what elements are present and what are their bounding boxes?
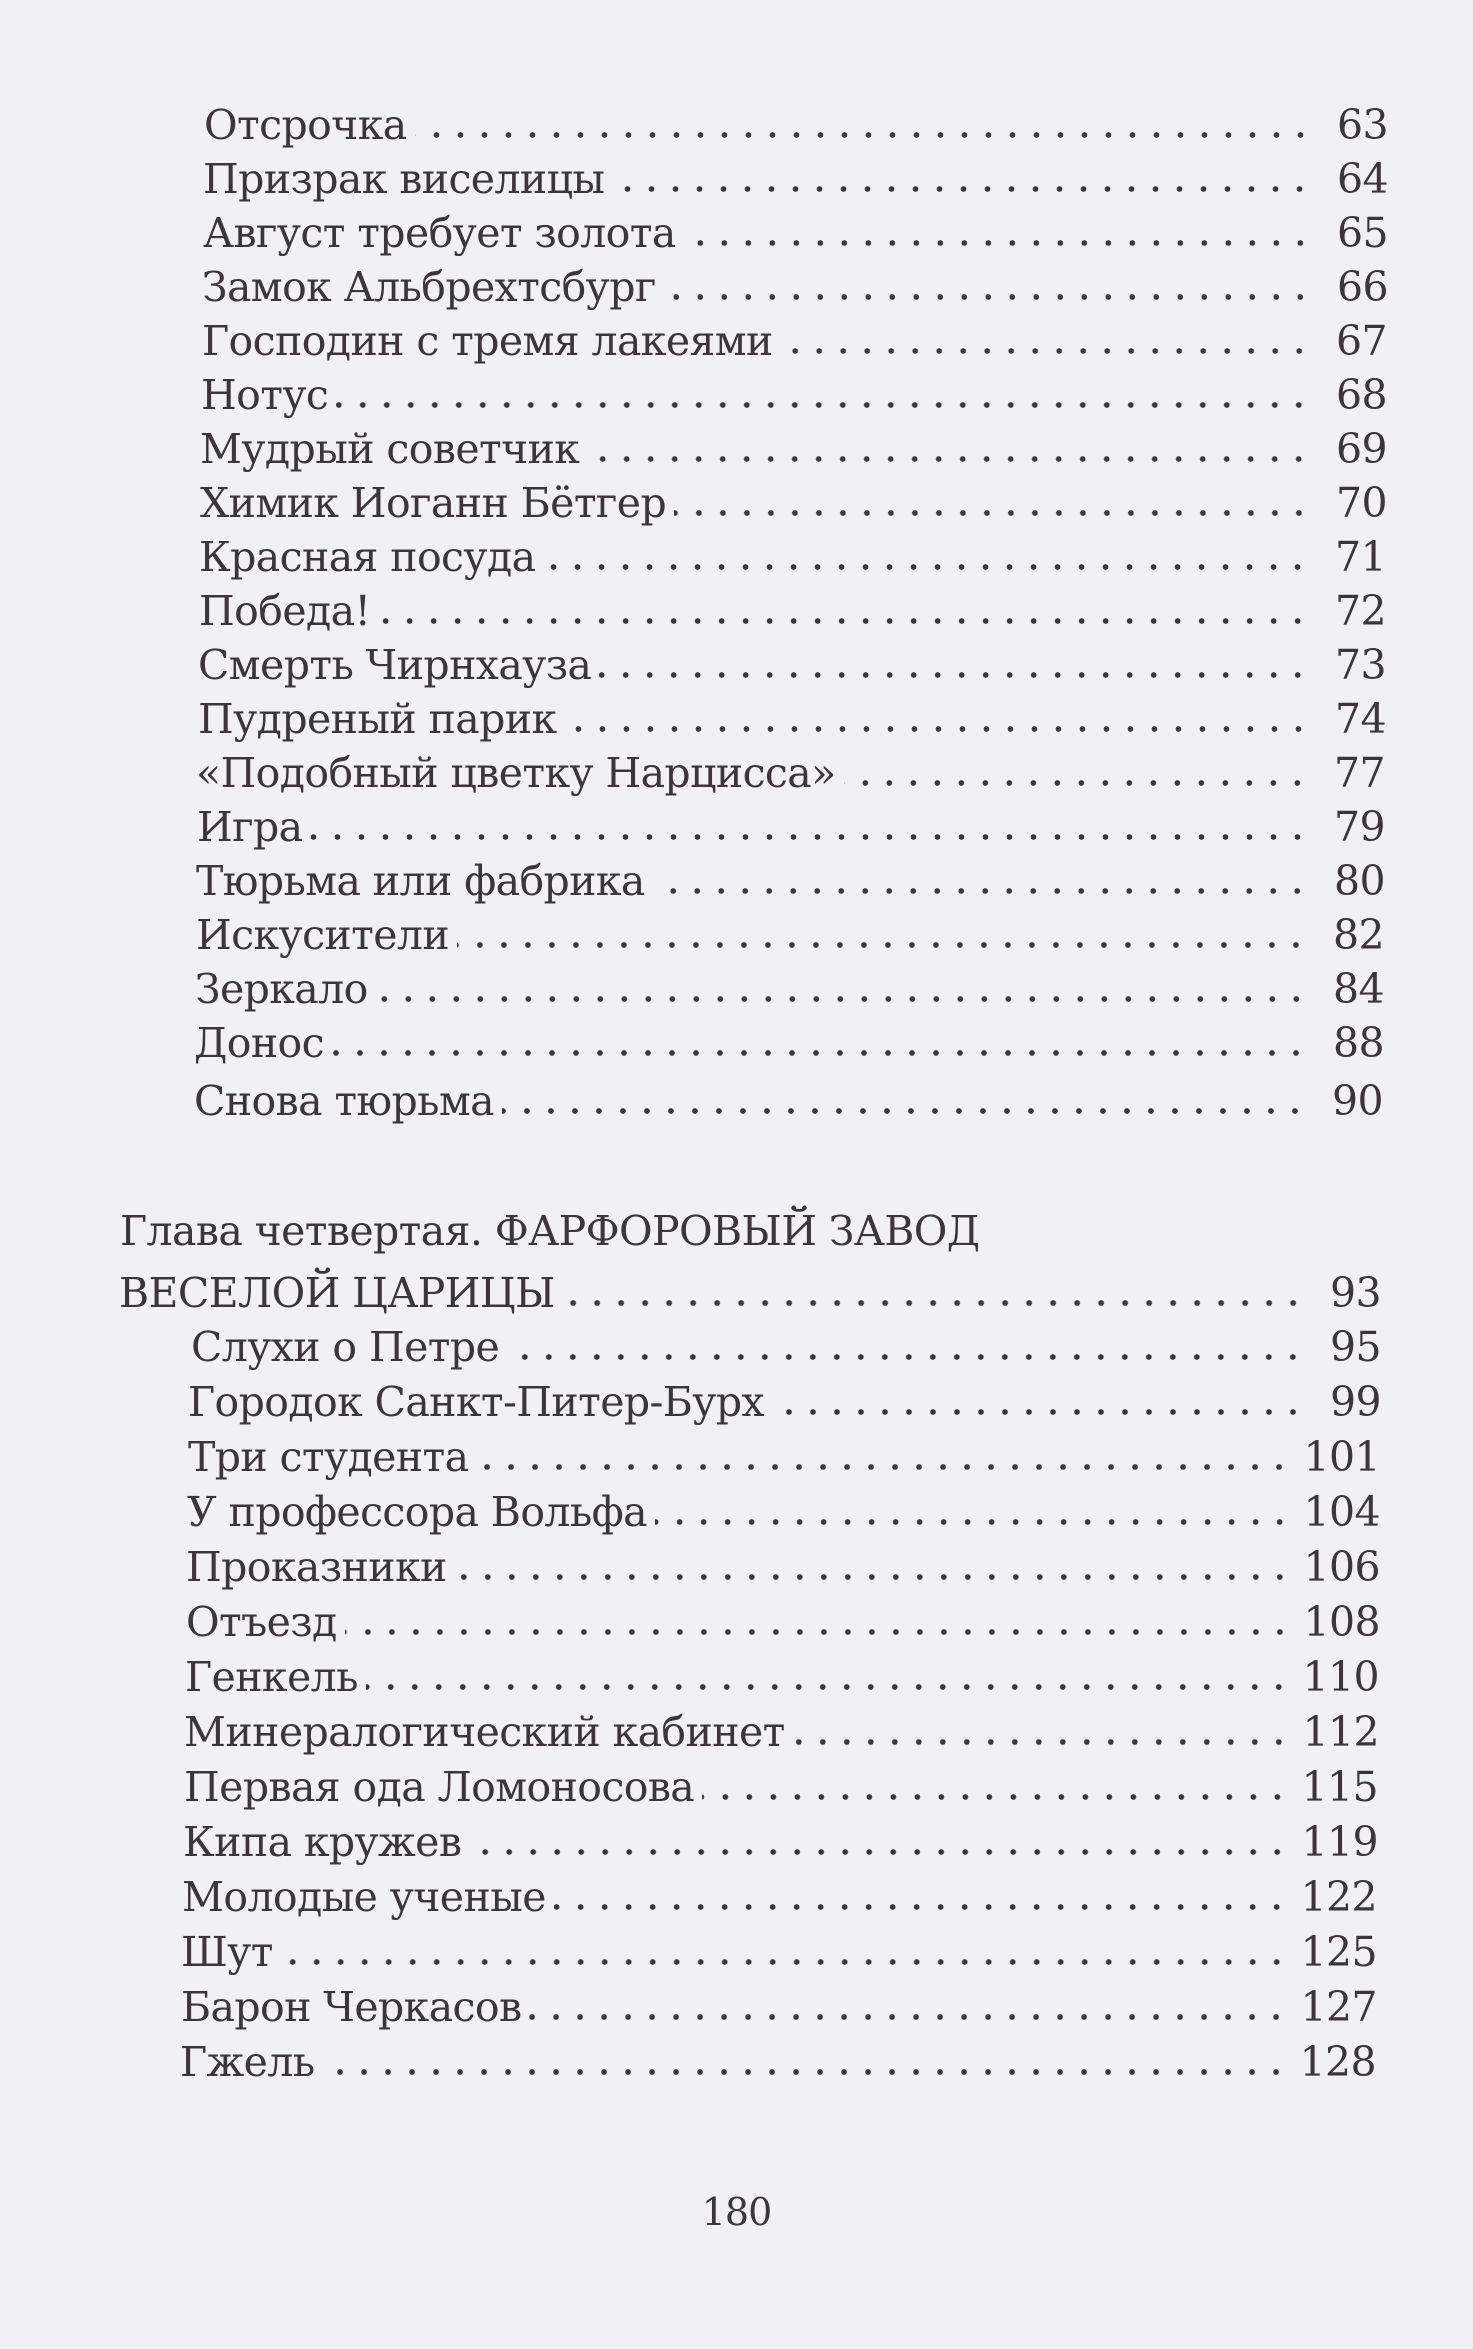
toc-entry[interactable]	[196, 738, 1385, 797]
toc-entry-title: Искусители	[196, 911, 450, 959]
toc-entry-title: Химик Иоганн Бётгер	[200, 479, 667, 527]
dot-leader	[772, 1405, 1305, 1419]
dot-leader	[345, 1625, 1292, 1639]
toc-entry-title: Шут	[181, 1928, 273, 1976]
dot-leader	[612, 182, 1312, 196]
toc-entry-page: 95	[1330, 1323, 1381, 1371]
toc-entry-title: Мудрый советчик	[200, 425, 580, 473]
toc-entry-page: 73	[1335, 641, 1386, 689]
toc-entry-title: Генкель	[185, 1653, 358, 1701]
toc-entry-title: Городок Санкт-Питер-Бурх	[188, 1378, 764, 1426]
toc-entry-page: 72	[1335, 587, 1386, 635]
toc-entry-title: Тюрьма или фабрика	[196, 857, 645, 905]
dot-leader	[323, 2065, 1288, 2079]
dot-leader	[457, 938, 1308, 952]
toc-entry[interactable]	[200, 468, 1387, 527]
toc-entry-title: Господин с тремя лакеями	[202, 317, 773, 365]
toc-entry-page: 68	[1336, 371, 1387, 419]
toc-entry-title: Слухи о Петре	[191, 1323, 500, 1371]
dot-leader	[378, 614, 1310, 628]
toc-entry-page: 64	[1337, 155, 1388, 203]
toc-entry[interactable]	[181, 1972, 1377, 2031]
toc-entry-page: 106	[1303, 1543, 1380, 1591]
chapter-page: 93	[1330, 1269, 1381, 1317]
toc-entry[interactable]	[199, 522, 1386, 581]
dot-leader	[336, 398, 1311, 412]
chapter-title-line1: Глава четвертая. ФАРФОРОВЫЙ ЗАВОД	[120, 1207, 980, 1255]
toc-entry[interactable]	[201, 360, 1387, 419]
toc-entry[interactable]	[196, 846, 1385, 905]
toc-entry-page: 77	[1334, 749, 1385, 797]
dot-leader	[844, 776, 1309, 790]
toc-entry-page: 70	[1336, 479, 1387, 527]
toc-entry[interactable]	[194, 1066, 1383, 1125]
dot-leader	[565, 722, 1310, 736]
dot-leader	[653, 884, 1309, 898]
toc-entry-title: Снова тюрьма	[194, 1077, 495, 1125]
toc-entry-page: 122	[1300, 1873, 1377, 1921]
toc-entry-page: 67	[1336, 317, 1387, 365]
toc-entry[interactable]	[199, 576, 1386, 635]
dot-leader	[702, 1790, 1289, 1804]
toc-entry-title: Победа!	[199, 587, 371, 635]
dot-leader	[674, 506, 1311, 520]
toc-entry[interactable]	[183, 1807, 1378, 1866]
toc-entry-title: Кипа кружев	[183, 1818, 462, 1866]
toc-entry-title: Пудреный парик	[198, 695, 557, 743]
toc-entry-title: Красная посуда	[199, 533, 536, 581]
toc-entry-page: 125	[1300, 1928, 1377, 1976]
toc-entry-page: 127	[1300, 1983, 1377, 2031]
dot-leader	[376, 992, 1308, 1006]
toc-entry-page: 112	[1302, 1708, 1379, 1756]
toc-entry[interactable]	[184, 1752, 1378, 1811]
toc-entry-page: 108	[1303, 1598, 1380, 1646]
toc-entry-page: 110	[1302, 1653, 1379, 1701]
page-number: 180	[701, 2190, 772, 2234]
dot-leader	[366, 1680, 1291, 1694]
chapter-heading-line1[interactable]	[120, 1203, 980, 1260]
toc-entry-title: Зеркало	[195, 965, 368, 1013]
toc-entry-title: Август требует золота	[203, 209, 676, 257]
toc-entry[interactable]	[194, 1008, 1384, 1067]
chapter-title-line2: ВЕСЕЛОЙ ЦАРИЦЫ	[119, 1269, 555, 1317]
toc-entry-page: 119	[1301, 1818, 1378, 1866]
toc-entry[interactable]	[186, 1532, 1380, 1591]
dot-leader	[476, 1460, 1291, 1474]
dot-leader	[311, 830, 1309, 844]
toc-entry-title: Первая ода Ломоносова	[184, 1763, 695, 1811]
toc-entry-title: Донос	[194, 1019, 324, 1067]
dot-leader	[469, 1845, 1289, 1859]
toc-entry[interactable]	[187, 1477, 1380, 1536]
toc-entry-page: 69	[1336, 425, 1387, 473]
toc-entry-page: 104	[1303, 1488, 1380, 1536]
toc-entry-page: 99	[1330, 1378, 1381, 1426]
toc-entry[interactable]	[200, 414, 1387, 473]
dot-leader	[664, 290, 1312, 304]
dot-leader	[599, 668, 1310, 682]
toc-entry-title: Гжель	[180, 2038, 315, 2086]
toc-entry[interactable]	[202, 306, 1387, 365]
toc-entry-title: Молодые ученые	[182, 1873, 546, 1921]
toc-entry[interactable]	[198, 630, 1386, 689]
dot-leader	[655, 1515, 1292, 1529]
dot-leader	[455, 1570, 1292, 1584]
toc-entry-page: 82	[1333, 911, 1384, 959]
toc-entry[interactable]	[188, 1367, 1381, 1426]
toc-entry[interactable]	[188, 1422, 1380, 1481]
toc-entry[interactable]	[185, 1642, 1379, 1701]
dot-leader	[543, 560, 1310, 574]
dot-leader	[502, 1104, 1307, 1118]
dot-leader	[507, 1350, 1305, 1364]
toc-entry[interactable]	[195, 954, 1384, 1013]
toc-entry[interactable]	[184, 1697, 1379, 1756]
toc-entry[interactable]	[202, 252, 1388, 311]
toc-entry[interactable]	[180, 2027, 1376, 2086]
toc-entry[interactable]	[186, 1587, 1380, 1646]
toc-entry-page: 66	[1337, 263, 1388, 311]
toc-entry-title: Замок Альбрехтсбург	[202, 263, 656, 311]
toc-entry-page: 90	[1332, 1077, 1383, 1125]
dot-leader	[793, 1735, 1291, 1749]
chapter-heading-line2[interactable]	[119, 1258, 1381, 1317]
toc-entry[interactable]	[197, 792, 1385, 851]
dot-leader	[415, 128, 1312, 142]
toc-entry-page: 63	[1337, 101, 1388, 149]
toc-entry[interactable]	[196, 900, 1384, 959]
toc-entry[interactable]	[203, 198, 1388, 257]
toc-entry-title: Игра	[197, 803, 303, 851]
dot-leader	[684, 236, 1312, 250]
toc-entry-title: У профессора Вольфа	[187, 1488, 647, 1536]
dot-leader	[781, 344, 1311, 358]
toc-entry[interactable]	[198, 684, 1386, 743]
toc-entry-title: Барон Черкасов	[181, 1983, 522, 2031]
toc-entry-page: 84	[1333, 965, 1384, 1013]
toc-entry-title: Смерть Чирнхауза	[198, 641, 592, 689]
dot-leader	[563, 1296, 1305, 1310]
toc-entry[interactable]	[203, 144, 1388, 203]
toc-entry[interactable]	[182, 1862, 1377, 1921]
toc-entry-title: Три студента	[188, 1433, 469, 1481]
toc-entry[interactable]	[191, 1312, 1381, 1371]
toc-entry-title: Призрак виселицы	[203, 155, 605, 203]
dot-leader	[332, 1046, 1308, 1060]
toc-entry-title: Нотус	[201, 371, 329, 419]
toc-entry-title: Минералогический кабинет	[184, 1708, 785, 1756]
toc-entry-title: «Подобный цветку Нарцисса»	[196, 749, 836, 797]
dot-leader	[281, 1955, 1289, 1969]
toc-entry-page: 88	[1333, 1019, 1384, 1067]
dot-leader	[529, 2010, 1288, 2024]
dot-leader	[587, 452, 1311, 466]
toc-entry-page: 128	[1299, 2038, 1376, 2086]
toc-entry-page: 101	[1303, 1433, 1380, 1481]
toc-entry-page: 71	[1335, 533, 1386, 581]
toc-entry[interactable]	[181, 1917, 1377, 1976]
toc-entry-page: 79	[1334, 803, 1385, 851]
toc-entry-page: 115	[1301, 1763, 1378, 1811]
toc-entry-page: 65	[1337, 209, 1388, 257]
toc-entry[interactable]	[204, 90, 1388, 149]
toc-entry-page: 80	[1334, 857, 1385, 905]
toc-entry-page: 74	[1335, 695, 1386, 743]
toc-entry-title: Отъезд	[186, 1598, 337, 1646]
toc-entry-title: Отсрочка	[204, 101, 407, 149]
toc-entry-title: Проказники	[186, 1543, 447, 1591]
dot-leader	[554, 1900, 1289, 1914]
